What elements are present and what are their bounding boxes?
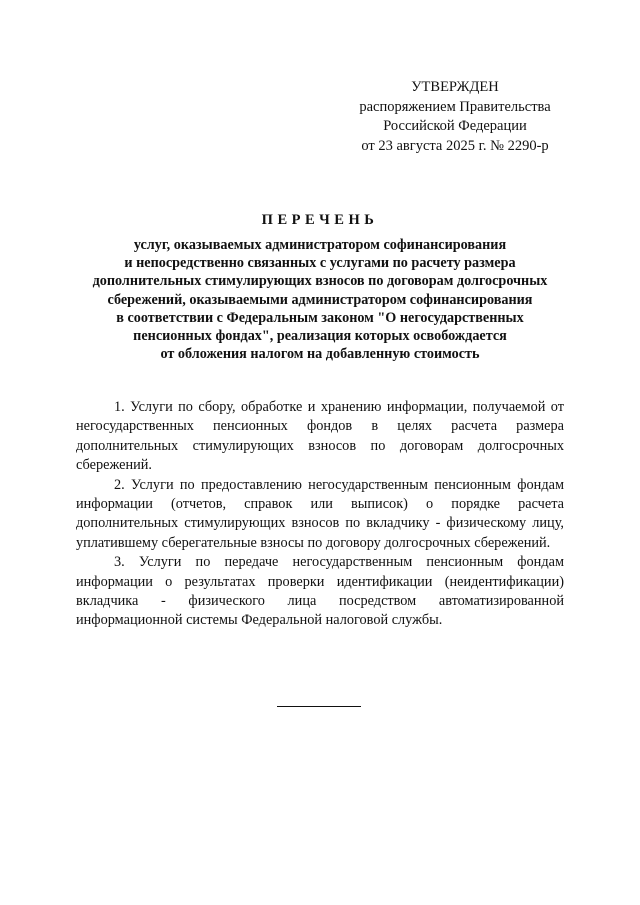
approval-authority: распоряжением Правительства	[359, 98, 551, 115]
approval-date-number: от 23 августа 2025 г. № 2290-р	[361, 137, 549, 154]
approval-heading: УТВЕРЖДЕН	[411, 79, 499, 95]
subtitle-line: дополнительных стимулирующих взносов по договорам долгосрочных	[92, 273, 548, 290]
subtitle-line: пенсионных фондах", реализация которых освобождается	[133, 328, 507, 345]
item-text: Услуги по предоставлению негосударственным пенсионным фондам информации (отчетов, справок или выписок) о порядке расчета дополнительных стимулирующих взносов по вкладчику - физическому лицу, уплатившему сберегательные взносы по договору долгосрочных сбережений.	[76, 476, 564, 551]
services-list	[76, 398, 564, 631]
item-text: Услуги по передаче негосударственным пенсионным фондам информации о результатах проверки идентификации (неидентификации) вкладчика - физического лица посредством автоматизированной информационной системы Федеральной налоговой службы.	[76, 554, 564, 629]
item-number: 3.	[114, 554, 125, 571]
item-text: Услуги по сбору, обработке и хранению информации, получаемой от негосударственных пенсионных фондов в целях расчета размера дополнительных стимулирующих взносов по договорам долгосрочных сбережений.	[76, 399, 565, 474]
approval-country: Российской Федерации	[383, 118, 527, 134]
item-number: 2.	[114, 476, 125, 493]
subtitle-line: от обложения налогом на добавленную стоимость	[160, 346, 480, 363]
subtitle-line: сбережений, оказываемыми администратором софинансирования	[107, 291, 533, 308]
approval-stamp	[350, 78, 560, 156]
subtitle-line: и непосредственно связанных с услугами по расчету размера	[124, 255, 516, 272]
closing-separator-line	[277, 706, 361, 707]
list-item	[76, 553, 564, 631]
list-item	[76, 476, 564, 554]
subtitle-line: в соответствии с Федеральным законом "О негосударственных	[116, 309, 524, 326]
item-number: 1.	[114, 399, 125, 415]
subtitle-line: услуг, оказываемых администратором софинансирования	[133, 237, 507, 253]
document-subtitle	[60, 236, 580, 363]
document-title: ПЕРЕЧЕНЬ	[261, 212, 379, 228]
list-item	[76, 398, 564, 476]
